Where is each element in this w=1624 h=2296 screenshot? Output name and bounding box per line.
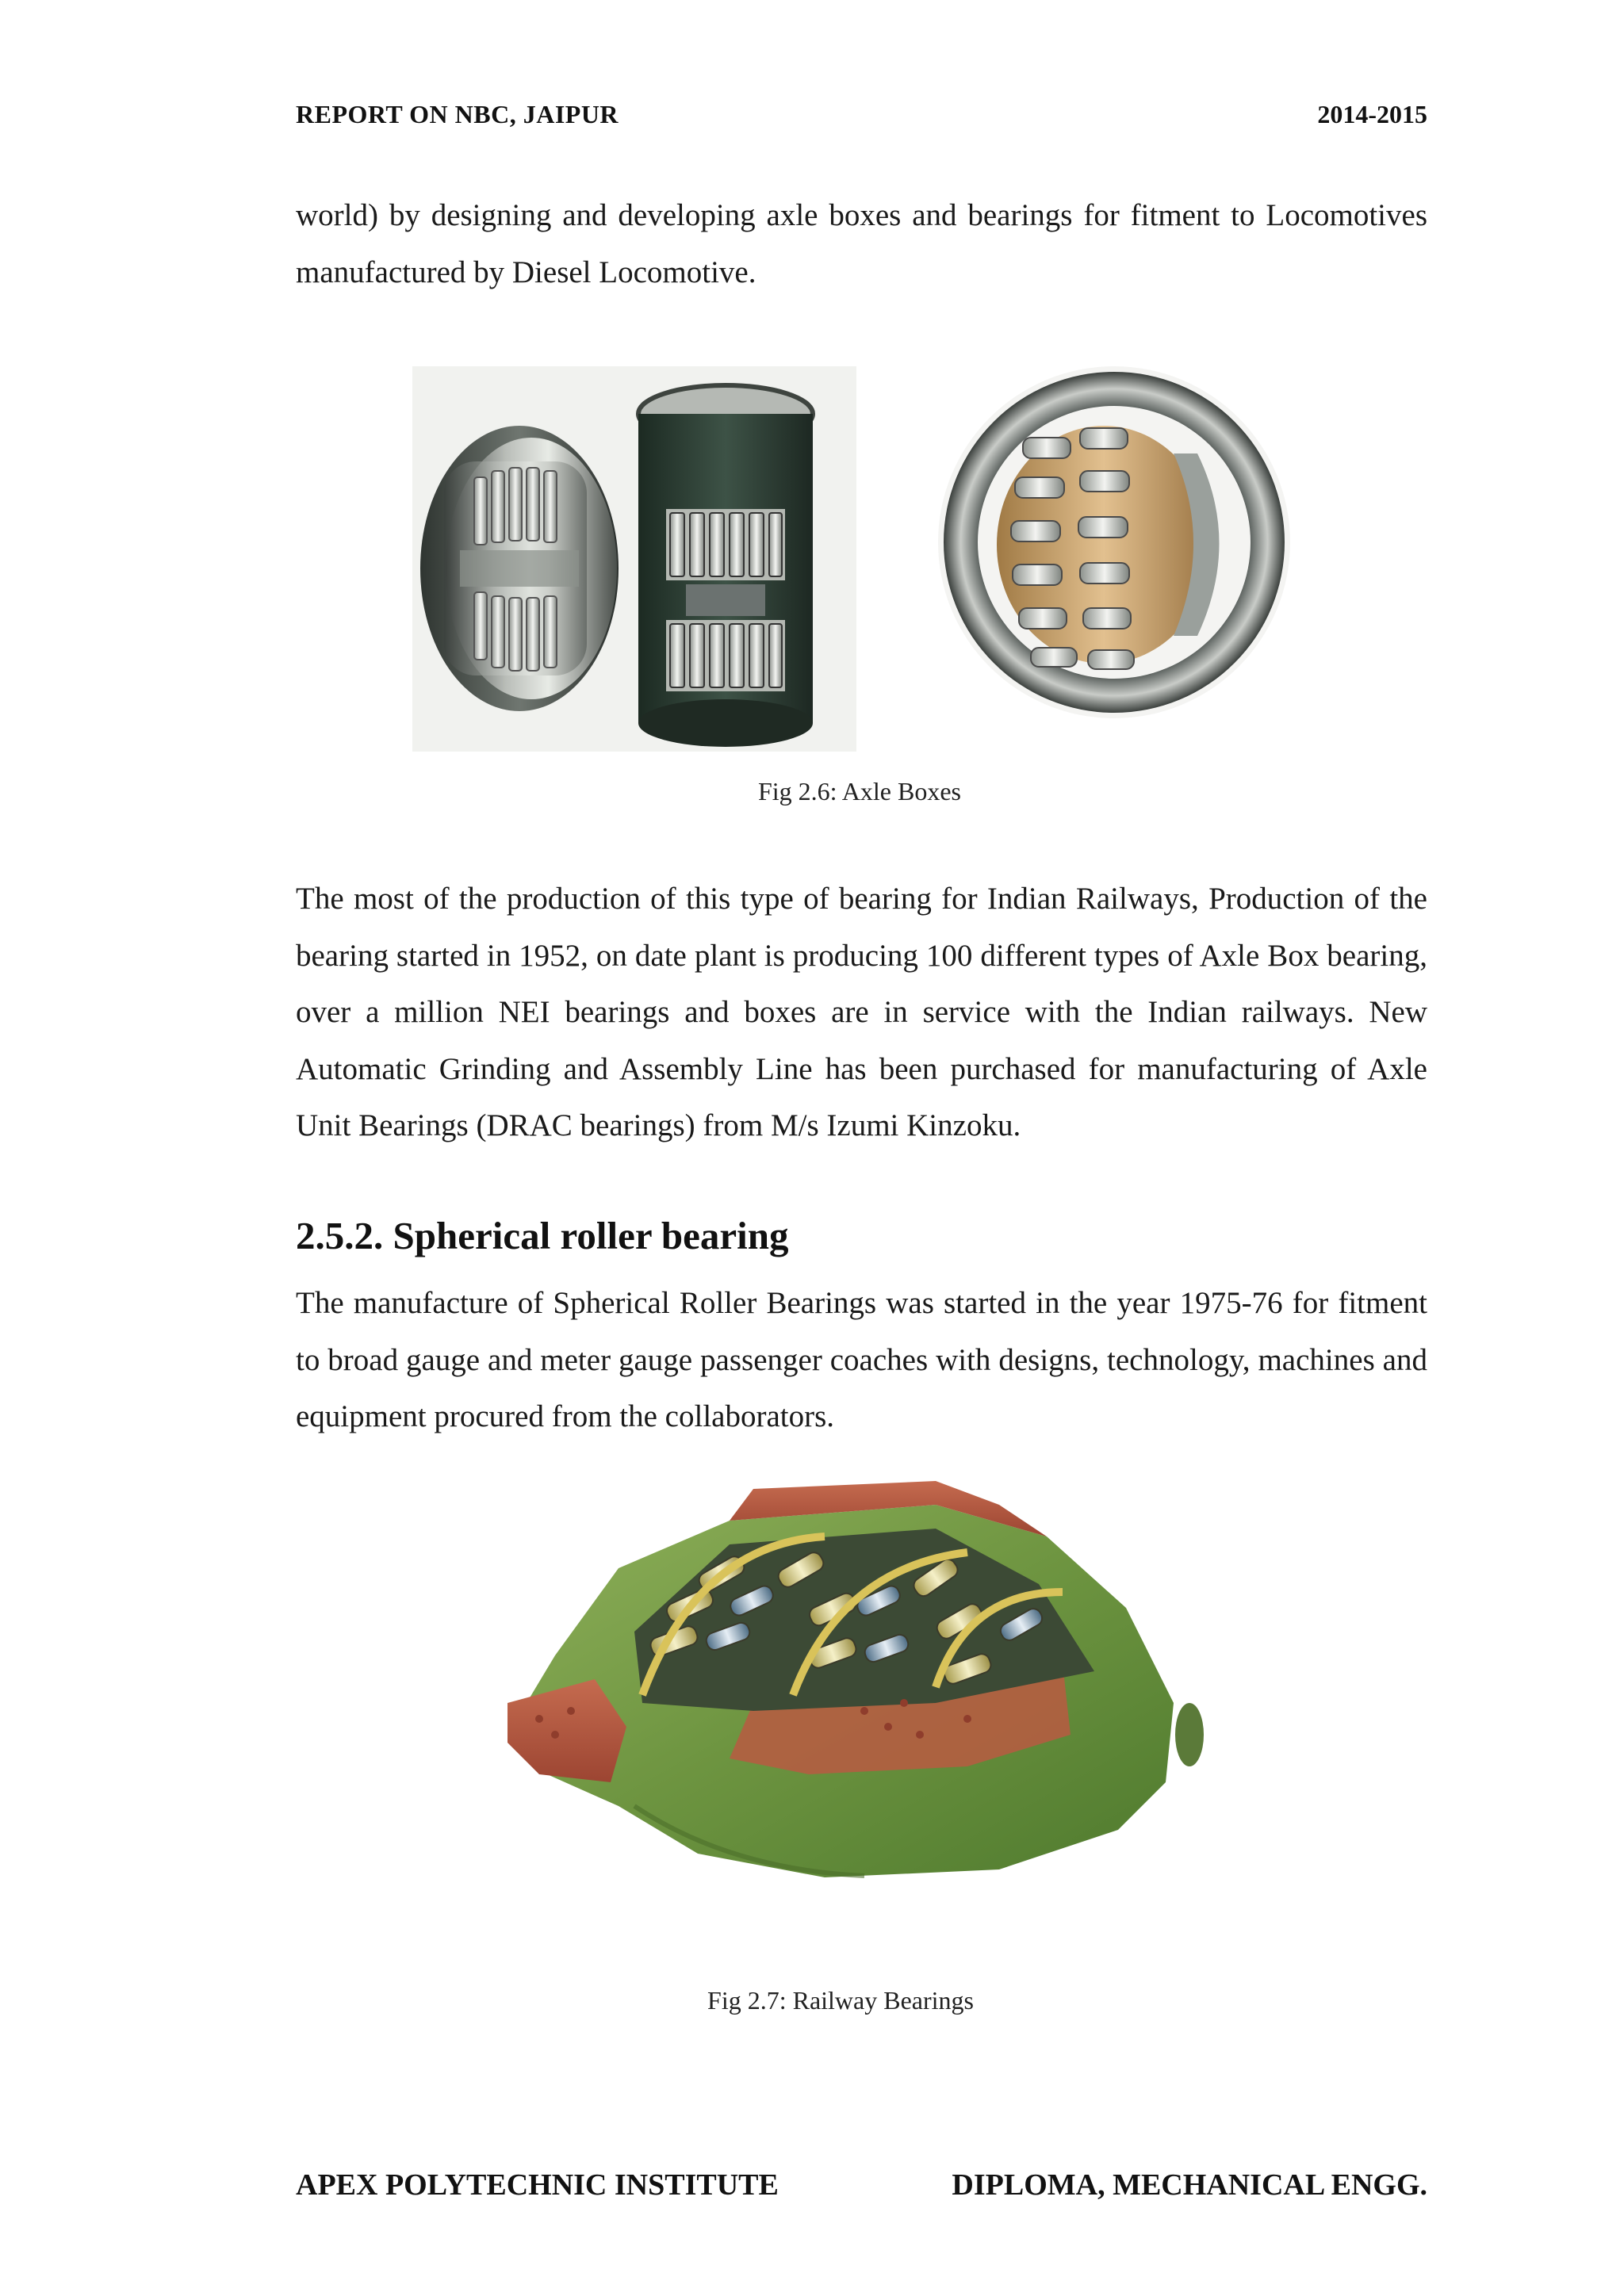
axle-boxes-illustration <box>412 366 1300 752</box>
railway-bearing-illustration <box>492 1473 1237 1901</box>
paragraph-spherical: The manufacture of Spherical Roller Bearings was started in the year 1975-76 for fitment to broad gauge and meter gauge passenger coaches with designs, technology, machines and equipment procured from the collaborators. <box>296 1286 1427 1433</box>
cylindrical-bearing <box>638 385 813 747</box>
section-heading: 2.5.2. Spherical roller bearing <box>296 1214 789 1257</box>
tapered-bearing <box>420 426 619 711</box>
footer-institute: APEX POLYTECHNIC INSTITUTE <box>296 2168 779 2202</box>
spherical-roller-ring <box>938 366 1290 718</box>
footer-course: DIPLOMA, MECHANICAL ENGG. <box>952 2168 1427 2202</box>
paragraph-production: The most of the production of this type of bearing for Indian Railways, Production of the bearing started in 1952, on date plant is producing 100 different types of Axle Box bearing, over a million NEI bearings and boxes are in service with the Indian railways. New Automatic Grinding and Assembly Line has been purchased for manufacturing of Axle Unit Bearings (DRAC bearings) from M/s Izumi Kinzoku. <box>296 882 1427 1142</box>
figure-caption-railway-bearings: Fig 2.7: Railway Bearings <box>707 1986 974 2015</box>
figure-axle-boxes <box>412 366 1300 752</box>
header-year: 2014-2015 <box>1317 100 1427 128</box>
header-title: REPORT ON NBC, JAIPUR <box>296 100 619 128</box>
paragraph-intro: world) by designing and developing axle boxes and bearings for fitment to Locomotives manufactured by Diesel Locomotive. <box>296 198 1427 289</box>
figure-caption-axle-boxes: Fig 2.6: Axle Boxes <box>757 777 961 806</box>
figure-railway-bearings <box>492 1473 1237 1901</box>
